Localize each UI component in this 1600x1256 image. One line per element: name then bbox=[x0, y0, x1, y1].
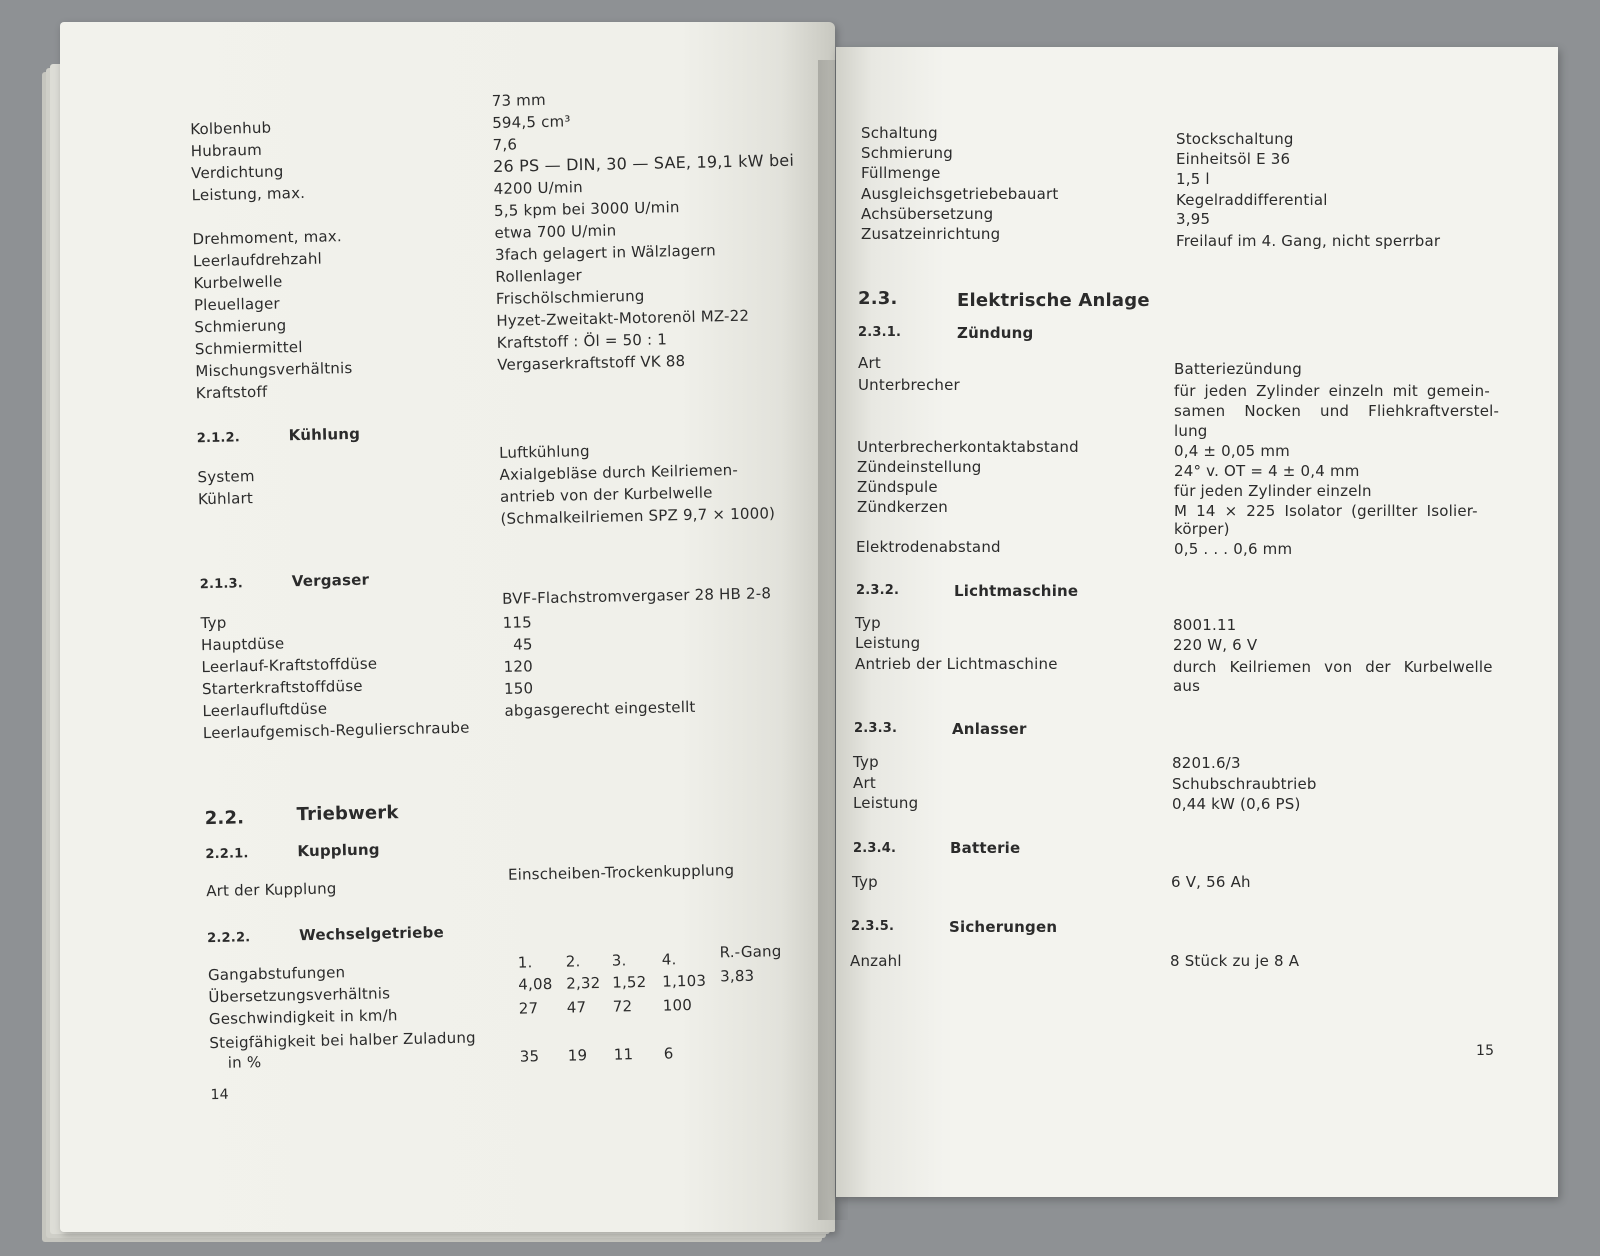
page-number: 14 bbox=[210, 1086, 229, 1104]
spec-value: Rollenlager bbox=[495, 266, 583, 286]
spec-value: samen Nocken und Fliehkraftverstel- bbox=[1174, 402, 1500, 420]
spec-label: Art bbox=[853, 774, 876, 792]
spec-label: Unterbrecherkontaktabstand bbox=[857, 438, 1079, 456]
spec-label: Typ bbox=[855, 614, 881, 632]
spec-value: 594,5 cm³ bbox=[492, 112, 571, 132]
spec-label: Kolbenhub bbox=[190, 118, 272, 139]
spec-label: Geschwindigkeit in km/h bbox=[208, 1006, 398, 1029]
spec-value: 5,5 kpm bei 3000 U/min bbox=[493, 198, 680, 220]
spec-label: Zündeinstellung bbox=[857, 458, 982, 476]
section-title: Sicherungen bbox=[949, 918, 1058, 936]
spec-label: Elektrodenabstand bbox=[856, 538, 1001, 556]
spec-value: 6 V, 56 Ah bbox=[1171, 873, 1251, 891]
spec-label: Leerlaufluftdüse bbox=[202, 699, 328, 721]
gear-value: 19 bbox=[567, 1046, 588, 1065]
gear-header: R.-Gang bbox=[719, 942, 782, 962]
spec-label: Schmiermittel bbox=[194, 337, 303, 359]
section-number: 2.3.4. bbox=[853, 841, 897, 856]
spec-label: Kühlart bbox=[197, 489, 254, 509]
spec-value: antrieb von der Kurbelwelle bbox=[499, 483, 713, 506]
left-page-content bbox=[60, 6, 860, 1222]
spec-value: 115 bbox=[502, 613, 533, 632]
section-title: Wechselgetriebe bbox=[298, 923, 445, 945]
spec-value: etwa 700 U/min bbox=[494, 221, 617, 242]
spec-value: 8 Stück zu je 8 A bbox=[1170, 952, 1300, 970]
spec-value: 0,5 . . . 0,6 mm bbox=[1174, 540, 1293, 558]
spec-value: M 14 × 225 Isolator (gerillter Isolier- bbox=[1174, 502, 1478, 520]
spec-label: Unterbrecher bbox=[858, 376, 960, 394]
gear-value: 3,83 bbox=[719, 966, 755, 986]
spec-label: Typ bbox=[852, 873, 878, 891]
spec-value: Schubschraubtrieb bbox=[1172, 775, 1317, 793]
spec-label: Antrieb der Lichtmaschine bbox=[855, 655, 1058, 673]
spec-value: 3,95 bbox=[1176, 210, 1211, 228]
gear-value: 27 bbox=[518, 999, 539, 1018]
gear-value: 72 bbox=[612, 997, 633, 1016]
section-title: Batterie bbox=[950, 839, 1021, 857]
section-number: 2.3.5. bbox=[851, 919, 895, 934]
spec-value: 150 bbox=[503, 679, 534, 698]
spec-label: Pleuellager bbox=[193, 294, 280, 315]
spec-value: (Schmalkeilriemen SPZ 9,7 × 1000) bbox=[500, 504, 776, 528]
spec-value: Freilauf im 4. Gang, nicht sperrbar bbox=[1176, 232, 1441, 250]
spec-value: 45 bbox=[512, 635, 533, 654]
spec-value: 24° v. OT = 4 ± 0,4 mm bbox=[1174, 462, 1360, 480]
spec-label: Füllmenge bbox=[861, 164, 941, 182]
spec-label: Leerlaufgemisch-Regulierschraube bbox=[202, 718, 470, 743]
spec-label: Achsübersetzung bbox=[861, 205, 994, 223]
spec-value: Einheitsöl E 36 bbox=[1176, 150, 1291, 168]
gear-value: 1,52 bbox=[612, 972, 647, 992]
spec-value: körper) bbox=[1174, 520, 1230, 538]
section-title: Elektrische Anlage bbox=[957, 290, 1150, 311]
gear-value: 2,32 bbox=[566, 973, 601, 993]
spec-label: System bbox=[197, 467, 255, 487]
spec-label: Zusatzeinrichtung bbox=[861, 225, 1001, 243]
spec-value: 0,44 kW (0,6 PS) bbox=[1172, 795, 1301, 813]
spec-value: Vergaserkraftstoff VK 88 bbox=[497, 351, 686, 374]
spec-value: Luftkühlung bbox=[498, 442, 590, 462]
spec-value: 120 bbox=[503, 657, 534, 676]
spec-value: Stockschaltung bbox=[1176, 130, 1294, 148]
spec-value: 4200 U/min bbox=[493, 178, 584, 198]
spec-label: Drehmoment, max. bbox=[192, 227, 343, 249]
spec-value: Frischölschmierung bbox=[495, 286, 645, 308]
section-title: Kupplung bbox=[297, 840, 380, 861]
right-page bbox=[836, 47, 1558, 1197]
section-title: Triebwerk bbox=[296, 802, 399, 826]
spec-label: Leistung bbox=[853, 794, 919, 812]
gear-header: 4. bbox=[661, 950, 677, 969]
spec-label: Typ bbox=[200, 613, 227, 633]
section-title: Vergaser bbox=[291, 570, 370, 591]
spec-label: Verdichtung bbox=[191, 162, 284, 183]
spec-label: Übersetzungsverhältnis bbox=[208, 984, 391, 1007]
spec-label: Leerlauf-Kraftstoffdüse bbox=[201, 654, 378, 677]
gear-value: 1,103 bbox=[662, 971, 707, 991]
spec-label: Schmierung bbox=[194, 316, 287, 337]
spec-label: Typ bbox=[853, 753, 879, 771]
section-number: 2.1.3. bbox=[199, 576, 244, 593]
spec-value: aus bbox=[1173, 677, 1201, 695]
spec-label: Hubraum bbox=[190, 140, 263, 161]
gear-value: 100 bbox=[662, 995, 693, 1015]
spec-value: 8001.11 bbox=[1173, 616, 1237, 634]
section-number: 2.3.2. bbox=[856, 583, 900, 598]
spec-value: Kraftstoff : Öl = 50 : 1 bbox=[496, 330, 668, 352]
spec-label: Leistung, max. bbox=[191, 183, 306, 205]
spec-label: Kurbelwelle bbox=[193, 272, 283, 293]
spec-label: Zündkerzen bbox=[857, 498, 948, 516]
spec-label: Mischungsverhältnis bbox=[195, 358, 353, 381]
spec-value: Batteriezündung bbox=[1174, 360, 1302, 378]
section-number: 2.2.1. bbox=[205, 846, 249, 863]
spec-value: Kegelraddifferential bbox=[1176, 191, 1328, 209]
spec-value: Hyzet-Zweitakt-Motorenöl MZ-22 bbox=[496, 306, 750, 330]
spec-label: Zündspule bbox=[857, 478, 938, 496]
spec-value: BVF-Flachstromvergaser 28 HB 2-8 bbox=[501, 584, 772, 608]
spec-label: Art bbox=[858, 354, 881, 372]
spec-value: abgasgerecht eingestellt bbox=[504, 697, 696, 720]
gear-value: 4,08 bbox=[518, 974, 553, 994]
section-number: 2.2. bbox=[204, 807, 245, 830]
section-number: 2.1.2. bbox=[196, 430, 241, 447]
spec-label: in % bbox=[227, 1053, 262, 1072]
spec-label: Kraftstoff bbox=[195, 382, 268, 403]
spec-value: 8201.6/3 bbox=[1172, 754, 1241, 772]
section-title: Kühlung bbox=[288, 424, 361, 445]
gear-header: 3. bbox=[611, 951, 627, 970]
spec-value: für jeden Zylinder einzeln bbox=[1174, 482, 1372, 500]
spec-value: Einscheiben-Trockenkupplung bbox=[507, 861, 735, 884]
spec-label: Art der Kupplung bbox=[206, 879, 337, 901]
spec-value: 26 PS — DIN, 30 — SAE, 19,1 kW bei bbox=[492, 150, 795, 176]
gear-value: 35 bbox=[519, 1047, 540, 1066]
gear-value: 47 bbox=[566, 998, 587, 1017]
spec-label: Starterkraftstoffdüse bbox=[201, 676, 363, 699]
spec-value: 0,4 ± 0,05 mm bbox=[1174, 442, 1290, 460]
spec-label: Ausgleichsgetriebebauart bbox=[861, 185, 1059, 203]
spec-label: Anzahl bbox=[850, 952, 902, 970]
section-title: Zündung bbox=[957, 324, 1034, 342]
gear-value: 11 bbox=[613, 1045, 634, 1064]
spec-label: Leistung bbox=[855, 634, 921, 652]
section-number: 2.2.2. bbox=[207, 930, 251, 947]
spec-value: 3fach gelagert in Wälzlagern bbox=[494, 241, 717, 264]
section-number: 2.3.1. bbox=[858, 325, 902, 340]
spec-value: 1,5 l bbox=[1176, 170, 1210, 188]
spec-label: Leerlaufdrehzahl bbox=[192, 249, 323, 271]
section-title: Anlasser bbox=[952, 720, 1027, 738]
spec-value: 220 W, 6 V bbox=[1173, 636, 1258, 654]
left-page bbox=[60, 22, 835, 1232]
section-number: 2.3. bbox=[858, 288, 898, 309]
spec-value: 73 mm bbox=[491, 90, 547, 110]
spec-label: Steigfähigkeit bei halber Zuladung bbox=[209, 1028, 476, 1053]
spec-label: Schmierung bbox=[861, 144, 953, 162]
gear-header: 2. bbox=[565, 952, 581, 971]
spec-value: für jeden Zylinder einzeln mit gemein- bbox=[1174, 382, 1490, 400]
gear-header: 1. bbox=[517, 953, 533, 972]
section-number: 2.3.3. bbox=[854, 721, 898, 736]
spec-value: durch Keilriemen von der Kurbelwelle bbox=[1173, 658, 1493, 676]
spec-label: Gangabstufungen bbox=[207, 963, 346, 985]
section-title: Lichtmaschine bbox=[954, 582, 1079, 600]
spec-value: 7,6 bbox=[492, 135, 518, 154]
spec-value: Axialgebläse durch Keilriemen- bbox=[499, 460, 739, 484]
spec-label: Schaltung bbox=[861, 124, 938, 142]
spec-value: lung bbox=[1174, 422, 1208, 440]
page-number: 15 bbox=[1476, 1043, 1495, 1059]
spec-label: Hauptdüse bbox=[200, 634, 285, 655]
gear-value: 6 bbox=[663, 1044, 674, 1063]
